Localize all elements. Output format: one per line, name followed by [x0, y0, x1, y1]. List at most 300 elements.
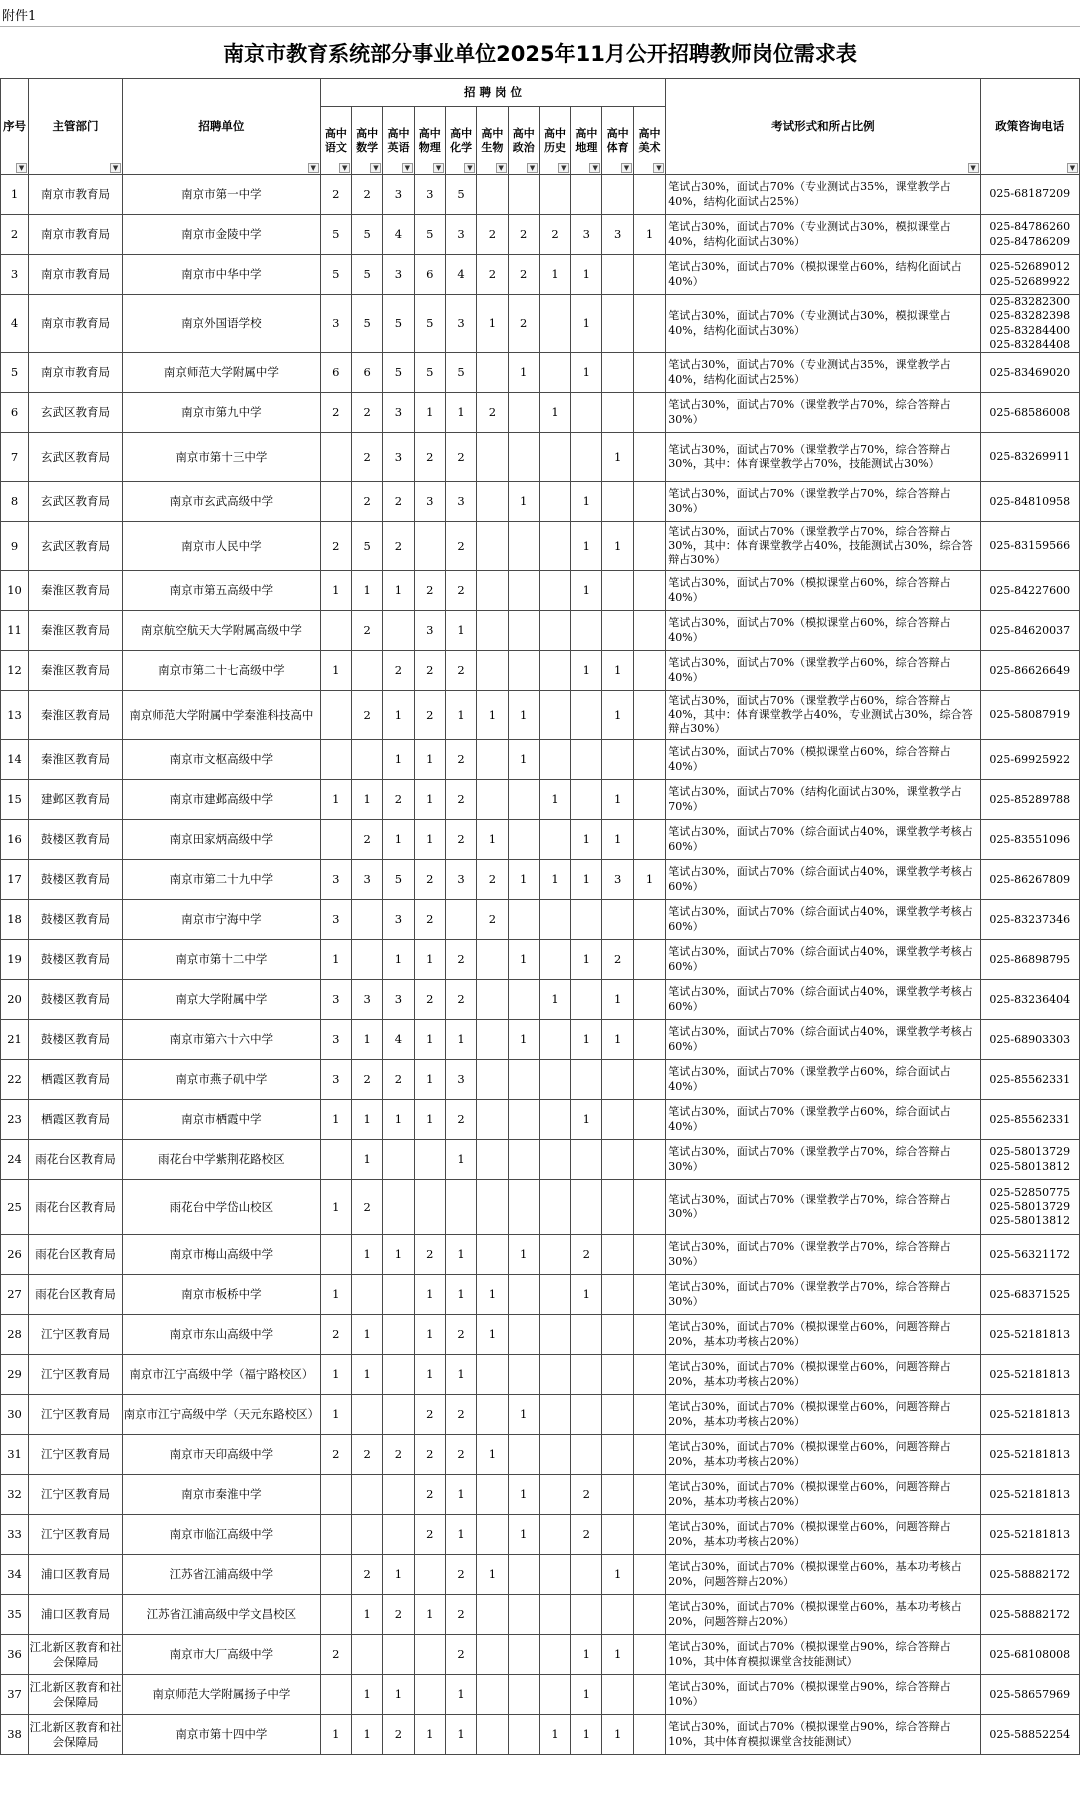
filter-dropdown-icon[interactable]: ▼ [110, 163, 121, 173]
cell-count: 1 [477, 1555, 508, 1595]
cell-dept: 雨花台区教育局 [29, 1275, 123, 1315]
header-dept: 主管部门 ▼ [29, 79, 123, 175]
table-row [1, 1315, 1080, 1355]
cell-count [508, 611, 539, 651]
cell-count [602, 1140, 633, 1180]
cell-count: 5 [320, 255, 351, 295]
cell-seq: 36 [1, 1635, 29, 1675]
cell-exam: 笔试占30%，面试占70%（课堂教学占70%，综合答辩占30%，其中：体育课堂教学占70%，技能测试占30%） [666, 433, 980, 482]
table-row [1, 1515, 1080, 1555]
cell-exam: 笔试占30%，面试占70%（课堂教学占70%，综合答辩占30%） [666, 393, 980, 433]
cell-exam: 笔试占30%，面试占70%（模拟课堂占60%，综合答辩占40%） [666, 611, 980, 651]
cell-count: 2 [414, 1435, 445, 1475]
cell-count [633, 1635, 665, 1675]
cell-count: 3 [351, 980, 382, 1020]
cell-seq: 26 [1, 1235, 29, 1275]
cell-count [508, 1715, 539, 1755]
cell-count [633, 433, 665, 482]
cell-count: 2 [320, 522, 351, 571]
cell-phone: 025-56321172 [980, 1235, 1079, 1275]
cell-count [633, 900, 665, 940]
cell-count [571, 691, 602, 740]
cell-count: 2 [351, 611, 382, 651]
cell-count: 2 [602, 940, 633, 980]
cell-unit: 南京外国语学校 [123, 295, 321, 353]
cell-count: 1 [571, 860, 602, 900]
cell-count: 1 [571, 651, 602, 691]
cell-dept: 玄武区教育局 [29, 522, 123, 571]
cell-seq: 22 [1, 1060, 29, 1100]
cell-dept: 鼓楼区教育局 [29, 820, 123, 860]
cell-unit: 南京市玄武高级中学 [123, 482, 321, 522]
cell-count: 1 [414, 1315, 445, 1355]
cell-count [477, 175, 508, 215]
table-row [1, 482, 1080, 522]
cell-count: 3 [414, 482, 445, 522]
cell-count: 2 [571, 1515, 602, 1555]
filter-dropdown-icon[interactable]: ▼ [16, 163, 27, 173]
cell-count: 1 [414, 393, 445, 433]
cell-phone: 025-83237346 [980, 900, 1079, 940]
cell-count [633, 1395, 665, 1435]
cell-count [633, 295, 665, 353]
recruitment-table [0, 78, 1080, 1755]
cell-count: 2 [414, 1395, 445, 1435]
cell-count: 1 [383, 940, 414, 980]
cell-unit: 南京市第二十七高级中学 [123, 651, 321, 691]
cell-count: 1 [445, 1355, 476, 1395]
cell-count: 1 [445, 393, 476, 433]
table-row [1, 1675, 1080, 1715]
cell-phone: 025-83159566 [980, 522, 1079, 571]
cell-count: 1 [571, 1275, 602, 1315]
cell-unit: 南京市临江高级中学 [123, 1515, 321, 1555]
filter-dropdown-icon[interactable]: ▼ [370, 163, 381, 173]
cell-count [477, 1475, 508, 1515]
cell-count [477, 940, 508, 980]
cell-seq: 30 [1, 1395, 29, 1435]
cell-count: 1 [351, 1315, 382, 1355]
cell-count [633, 1515, 665, 1555]
cell-exam: 笔试占30%，面试占70%（模拟课堂占90%，综合答辩占10%，其中体育模拟课堂含技能测试） [666, 1635, 980, 1675]
cell-unit: 南京市第十二中学 [123, 940, 321, 980]
cell-phone: 025-86898795 [980, 940, 1079, 980]
header-subject: 高中体育 ▼ [602, 107, 633, 175]
cell-count: 3 [383, 900, 414, 940]
cell-count [602, 1675, 633, 1715]
cell-count: 3 [383, 980, 414, 1020]
cell-count: 3 [445, 482, 476, 522]
table-row [1, 255, 1080, 295]
cell-count: 1 [383, 571, 414, 611]
cell-count: 3 [383, 255, 414, 295]
cell-exam: 笔试占30%，面试占70%（课堂教学占60%，综合答辩占40%，其中：体育课堂教学占40%，专业测试占30%，综合答辩占30%） [666, 691, 980, 740]
cell-phone: 025-84620037 [980, 611, 1079, 651]
cell-count: 2 [351, 1180, 382, 1235]
cell-count: 1 [508, 691, 539, 740]
filter-dropdown-icon[interactable]: ▼ [653, 163, 664, 173]
cell-count [602, 1475, 633, 1515]
table-row [1, 1235, 1080, 1275]
cell-count [414, 1555, 445, 1595]
filter-dropdown-icon[interactable]: ▼ [589, 163, 600, 173]
table-row [1, 860, 1080, 900]
cell-seq: 5 [1, 353, 29, 393]
cell-count: 5 [383, 860, 414, 900]
filter-dropdown-icon[interactable]: ▼ [621, 163, 632, 173]
cell-count: 1 [351, 1140, 382, 1180]
cell-count: 1 [602, 780, 633, 820]
cell-count: 1 [383, 1235, 414, 1275]
cell-phone: 025-58013729 025-58013812 [980, 1140, 1079, 1180]
cell-count [383, 1475, 414, 1515]
cell-count: 1 [445, 1140, 476, 1180]
cell-count [602, 393, 633, 433]
cell-count: 3 [414, 175, 445, 215]
cell-count: 1 [571, 1020, 602, 1060]
cell-count: 1 [414, 1595, 445, 1635]
cell-count: 1 [445, 611, 476, 651]
cell-exam: 笔试占30%，面试占70%（课堂教学占60%，综合面试占40%） [666, 1060, 980, 1100]
cell-count: 2 [351, 820, 382, 860]
header-subject: 高中政治 ▼ [508, 107, 539, 175]
cell-unit: 南京市第五高级中学 [123, 571, 321, 611]
cell-count: 2 [445, 1395, 476, 1435]
cell-dept: 玄武区教育局 [29, 393, 123, 433]
cell-count [539, 1395, 570, 1435]
cell-seq: 21 [1, 1020, 29, 1060]
cell-count: 1 [508, 740, 539, 780]
cell-count [633, 1180, 665, 1235]
header-subject: 高中化学 ▼ [445, 107, 476, 175]
page-title: 南京市教育系统部分事业单位2025年11月公开招聘教师岗位需求表 [223, 41, 857, 66]
cell-unit: 南京师范大学附属中学秦淮科技高中 [123, 691, 321, 740]
table-row [1, 1140, 1080, 1180]
cell-count [571, 1395, 602, 1435]
cell-count [508, 1140, 539, 1180]
cell-phone: 025-52181813 [980, 1475, 1079, 1515]
cell-count: 1 [351, 1100, 382, 1140]
cell-count: 1 [477, 1275, 508, 1315]
cell-count: 2 [445, 651, 476, 691]
cell-count [633, 651, 665, 691]
cell-exam: 笔试占30%，面试占70%（模拟课堂占60%，问题答辩占20%，基本功考核占20%） [666, 1435, 980, 1475]
cell-count: 1 [383, 691, 414, 740]
cell-seq: 3 [1, 255, 29, 295]
cell-count: 2 [383, 482, 414, 522]
cell-seq: 38 [1, 1715, 29, 1755]
cell-count [539, 1020, 570, 1060]
filter-dropdown-icon[interactable]: ▼ [558, 163, 569, 173]
cell-count [571, 1180, 602, 1235]
cell-count: 5 [351, 255, 382, 295]
cell-count [633, 1060, 665, 1100]
cell-count [633, 820, 665, 860]
cell-count [539, 1315, 570, 1355]
table-row [1, 1180, 1080, 1235]
table-row [1, 780, 1080, 820]
cell-count: 2 [445, 1595, 476, 1635]
cell-count [571, 433, 602, 482]
filter-dropdown-icon[interactable]: ▼ [339, 163, 350, 173]
cell-dept: 鼓楼区教育局 [29, 980, 123, 1020]
cell-count: 1 [508, 860, 539, 900]
cell-count: 1 [383, 740, 414, 780]
filter-dropdown-icon[interactable]: ▼ [496, 163, 507, 173]
cell-phone: 025-86626649 [980, 651, 1079, 691]
cell-phone: 025-83282300 025-83282398 025-83284400 025-83284408 [980, 295, 1079, 353]
cell-count: 2 [351, 1060, 382, 1100]
cell-count [320, 1515, 351, 1555]
cell-count [477, 611, 508, 651]
cell-count: 5 [445, 175, 476, 215]
table-row [1, 1020, 1080, 1060]
cell-dept: 南京市教育局 [29, 255, 123, 295]
cell-count [508, 522, 539, 571]
cell-unit: 雨花台中学紫荆花路校区 [123, 1140, 321, 1180]
cell-exam: 笔试占30%，面试占70%（模拟课堂占60%，问题答辩占20%，基本功考核占20%） [666, 1395, 980, 1435]
cell-count: 2 [414, 691, 445, 740]
cell-count [539, 1275, 570, 1315]
cell-count: 2 [508, 295, 539, 353]
cell-count [571, 1060, 602, 1100]
cell-count: 2 [477, 215, 508, 255]
cell-seq: 35 [1, 1595, 29, 1635]
cell-unit: 南京田家炳高级中学 [123, 820, 321, 860]
cell-seq: 6 [1, 393, 29, 433]
cell-count [539, 651, 570, 691]
cell-count: 2 [320, 1315, 351, 1355]
cell-count: 1 [633, 215, 665, 255]
cell-count [477, 1060, 508, 1100]
filter-dropdown-icon[interactable]: ▼ [527, 163, 538, 173]
cell-count: 1 [571, 522, 602, 571]
cell-phone: 025-58852254 [980, 1715, 1079, 1755]
table-row [1, 522, 1080, 571]
cell-count: 2 [351, 1435, 382, 1475]
cell-count: 1 [602, 1715, 633, 1755]
cell-count [633, 175, 665, 215]
header-subject: 高中历史 ▼ [539, 107, 570, 175]
cell-phone: 025-68903303 [980, 1020, 1079, 1060]
cell-count [508, 1435, 539, 1475]
cell-dept: 建邺区教育局 [29, 780, 123, 820]
cell-count: 2 [383, 780, 414, 820]
cell-count [383, 1180, 414, 1235]
cell-count: 1 [508, 1235, 539, 1275]
cell-phone: 025-85562331 [980, 1060, 1079, 1100]
cell-count: 1 [320, 780, 351, 820]
table-row [1, 175, 1080, 215]
cell-count: 5 [351, 215, 382, 255]
cell-count [571, 1595, 602, 1635]
cell-unit: 南京市第十三中学 [123, 433, 321, 482]
cell-count: 2 [320, 393, 351, 433]
cell-dept: 江宁区教育局 [29, 1355, 123, 1395]
cell-count [633, 780, 665, 820]
cell-seq: 14 [1, 740, 29, 780]
cell-count: 1 [383, 1100, 414, 1140]
cell-seq: 25 [1, 1180, 29, 1235]
cell-exam: 笔试占30%，面试占70%（课堂教学占60%，综合面试占40%） [666, 1100, 980, 1140]
cell-phone: 025-84786260 025-84786209 [980, 215, 1079, 255]
cell-seq: 2 [1, 215, 29, 255]
cell-phone: 025-68371525 [980, 1275, 1079, 1315]
cell-count [477, 1715, 508, 1755]
cell-count [571, 611, 602, 651]
cell-count: 1 [320, 940, 351, 980]
cell-dept: 秦淮区教育局 [29, 651, 123, 691]
cell-exam: 笔试占30%，面试占70%（模拟课堂占90%，综合答辩占10%，其中体育模拟课堂含技能测试） [666, 1715, 980, 1755]
cell-count [633, 1100, 665, 1140]
cell-dept: 浦口区教育局 [29, 1595, 123, 1635]
cell-exam: 笔试占30%，面试占70%（综合面试占40%，课堂教学考核占60%） [666, 980, 980, 1020]
cell-dept: 鼓楼区教育局 [29, 940, 123, 980]
cell-count: 1 [571, 1675, 602, 1715]
cell-dept: 雨花台区教育局 [29, 1235, 123, 1275]
cell-count [633, 1355, 665, 1395]
cell-count [477, 482, 508, 522]
cell-exam: 笔试占30%，面试占70%（课堂教学占70%，综合答辩占30%） [666, 1180, 980, 1235]
cell-count [602, 175, 633, 215]
cell-seq: 33 [1, 1515, 29, 1555]
cell-count [477, 1100, 508, 1140]
cell-unit: 南京市中华中学 [123, 255, 321, 295]
cell-phone: 025-52181813 [980, 1315, 1079, 1355]
cell-count [539, 1180, 570, 1235]
cell-count: 2 [383, 1435, 414, 1475]
cell-count: 1 [602, 691, 633, 740]
cell-count: 3 [320, 1020, 351, 1060]
cell-count: 1 [383, 820, 414, 860]
cell-count [351, 651, 382, 691]
header-phone: 政策咨询电话 ▼ [980, 79, 1079, 175]
cell-exam: 笔试占30%，面试占70%（结构化面试占30%，课堂教学占70%） [666, 780, 980, 820]
cell-count: 1 [320, 1275, 351, 1315]
cell-exam: 笔试占30%，面试占70%（课堂教学占70%，综合答辩占30%） [666, 1235, 980, 1275]
cell-count [320, 1235, 351, 1275]
cell-count [602, 1515, 633, 1555]
cell-seq: 31 [1, 1435, 29, 1475]
cell-dept: 鼓楼区教育局 [29, 860, 123, 900]
filter-dropdown-icon[interactable]: ▼ [1067, 163, 1078, 173]
cell-unit: 南京市宁海中学 [123, 900, 321, 940]
cell-seq: 37 [1, 1675, 29, 1715]
cell-count: 1 [602, 1635, 633, 1675]
cell-count: 1 [508, 482, 539, 522]
filter-dropdown-icon[interactable]: ▼ [433, 163, 444, 173]
cell-unit: 南京师范大学附属扬子中学 [123, 1675, 321, 1715]
cell-unit: 南京市梅山高级中学 [123, 1235, 321, 1275]
cell-unit: 南京市栖霞中学 [123, 1100, 321, 1140]
cell-count [602, 1235, 633, 1275]
cell-count: 4 [383, 215, 414, 255]
cell-count: 3 [445, 215, 476, 255]
header-subject: 高中地理 ▼ [571, 107, 602, 175]
cell-unit: 南京市板桥中学 [123, 1275, 321, 1315]
table-row [1, 433, 1080, 482]
cell-count [320, 433, 351, 482]
cell-count: 5 [320, 215, 351, 255]
cell-count [571, 175, 602, 215]
cell-phone: 025-58882172 [980, 1595, 1079, 1635]
cell-count [351, 1515, 382, 1555]
filter-dropdown-icon[interactable]: ▼ [402, 163, 413, 173]
cell-seq: 13 [1, 691, 29, 740]
cell-count [571, 1140, 602, 1180]
cell-count: 1 [602, 1555, 633, 1595]
cell-count: 5 [445, 353, 476, 393]
cell-unit: 南京师范大学附属中学 [123, 353, 321, 393]
cell-count [508, 1275, 539, 1315]
cell-seq: 15 [1, 780, 29, 820]
cell-count: 2 [508, 255, 539, 295]
cell-count: 1 [539, 255, 570, 295]
header-subject: 高中语文 ▼ [320, 107, 351, 175]
cell-count [508, 1315, 539, 1355]
cell-count: 1 [351, 1595, 382, 1635]
cell-count [508, 433, 539, 482]
cell-count: 2 [477, 393, 508, 433]
table-row [1, 980, 1080, 1020]
cell-count [508, 1180, 539, 1235]
cell-phone: 025-52181813 [980, 1395, 1079, 1435]
cell-exam: 笔试占30%，面试占70%（综合面试占40%，课堂教学考核占60%） [666, 940, 980, 980]
cell-count: 1 [571, 1715, 602, 1755]
cell-count: 1 [477, 295, 508, 353]
cell-count [508, 1060, 539, 1100]
cell-seq: 16 [1, 820, 29, 860]
table-row [1, 571, 1080, 611]
cell-phone: 025-85289788 [980, 780, 1079, 820]
table-row [1, 1475, 1080, 1515]
cell-dept: 鼓楼区教育局 [29, 1020, 123, 1060]
table-row [1, 820, 1080, 860]
cell-unit: 南京大学附属中学 [123, 980, 321, 1020]
cell-count: 3 [414, 611, 445, 651]
cell-count [602, 1355, 633, 1395]
cell-count: 1 [508, 353, 539, 393]
table-row [1, 1275, 1080, 1315]
cell-exam: 笔试占30%，面试占70%（专业测试占35%，课堂教学占40%，结构化面试占25%） [666, 175, 980, 215]
cell-count: 1 [602, 522, 633, 571]
cell-count [320, 740, 351, 780]
cell-phone: 025-58087919 [980, 691, 1079, 740]
filter-dropdown-icon[interactable]: ▼ [308, 163, 319, 173]
cell-count: 3 [320, 980, 351, 1020]
cell-count [539, 1100, 570, 1140]
cell-exam: 笔试占30%，面试占70%（模拟课堂占60%，基本功考核占20%，问题答辩占20%） [666, 1595, 980, 1635]
cell-phone: 025-52181813 [980, 1355, 1079, 1395]
cell-count: 3 [320, 1060, 351, 1100]
cell-count [571, 1315, 602, 1355]
cell-count: 1 [602, 651, 633, 691]
cell-count: 1 [539, 780, 570, 820]
cell-seq: 28 [1, 1315, 29, 1355]
cell-count [602, 900, 633, 940]
cell-count [539, 740, 570, 780]
cell-count: 1 [508, 1515, 539, 1555]
cell-count: 4 [445, 255, 476, 295]
cell-count: 1 [445, 1020, 476, 1060]
cell-dept: 雨花台区教育局 [29, 1180, 123, 1235]
cell-count: 2 [414, 900, 445, 940]
cell-count: 1 [539, 1715, 570, 1755]
cell-count [539, 571, 570, 611]
filter-dropdown-icon[interactable]: ▼ [968, 163, 979, 173]
cell-count: 1 [508, 940, 539, 980]
filter-dropdown-icon[interactable]: ▼ [464, 163, 475, 173]
